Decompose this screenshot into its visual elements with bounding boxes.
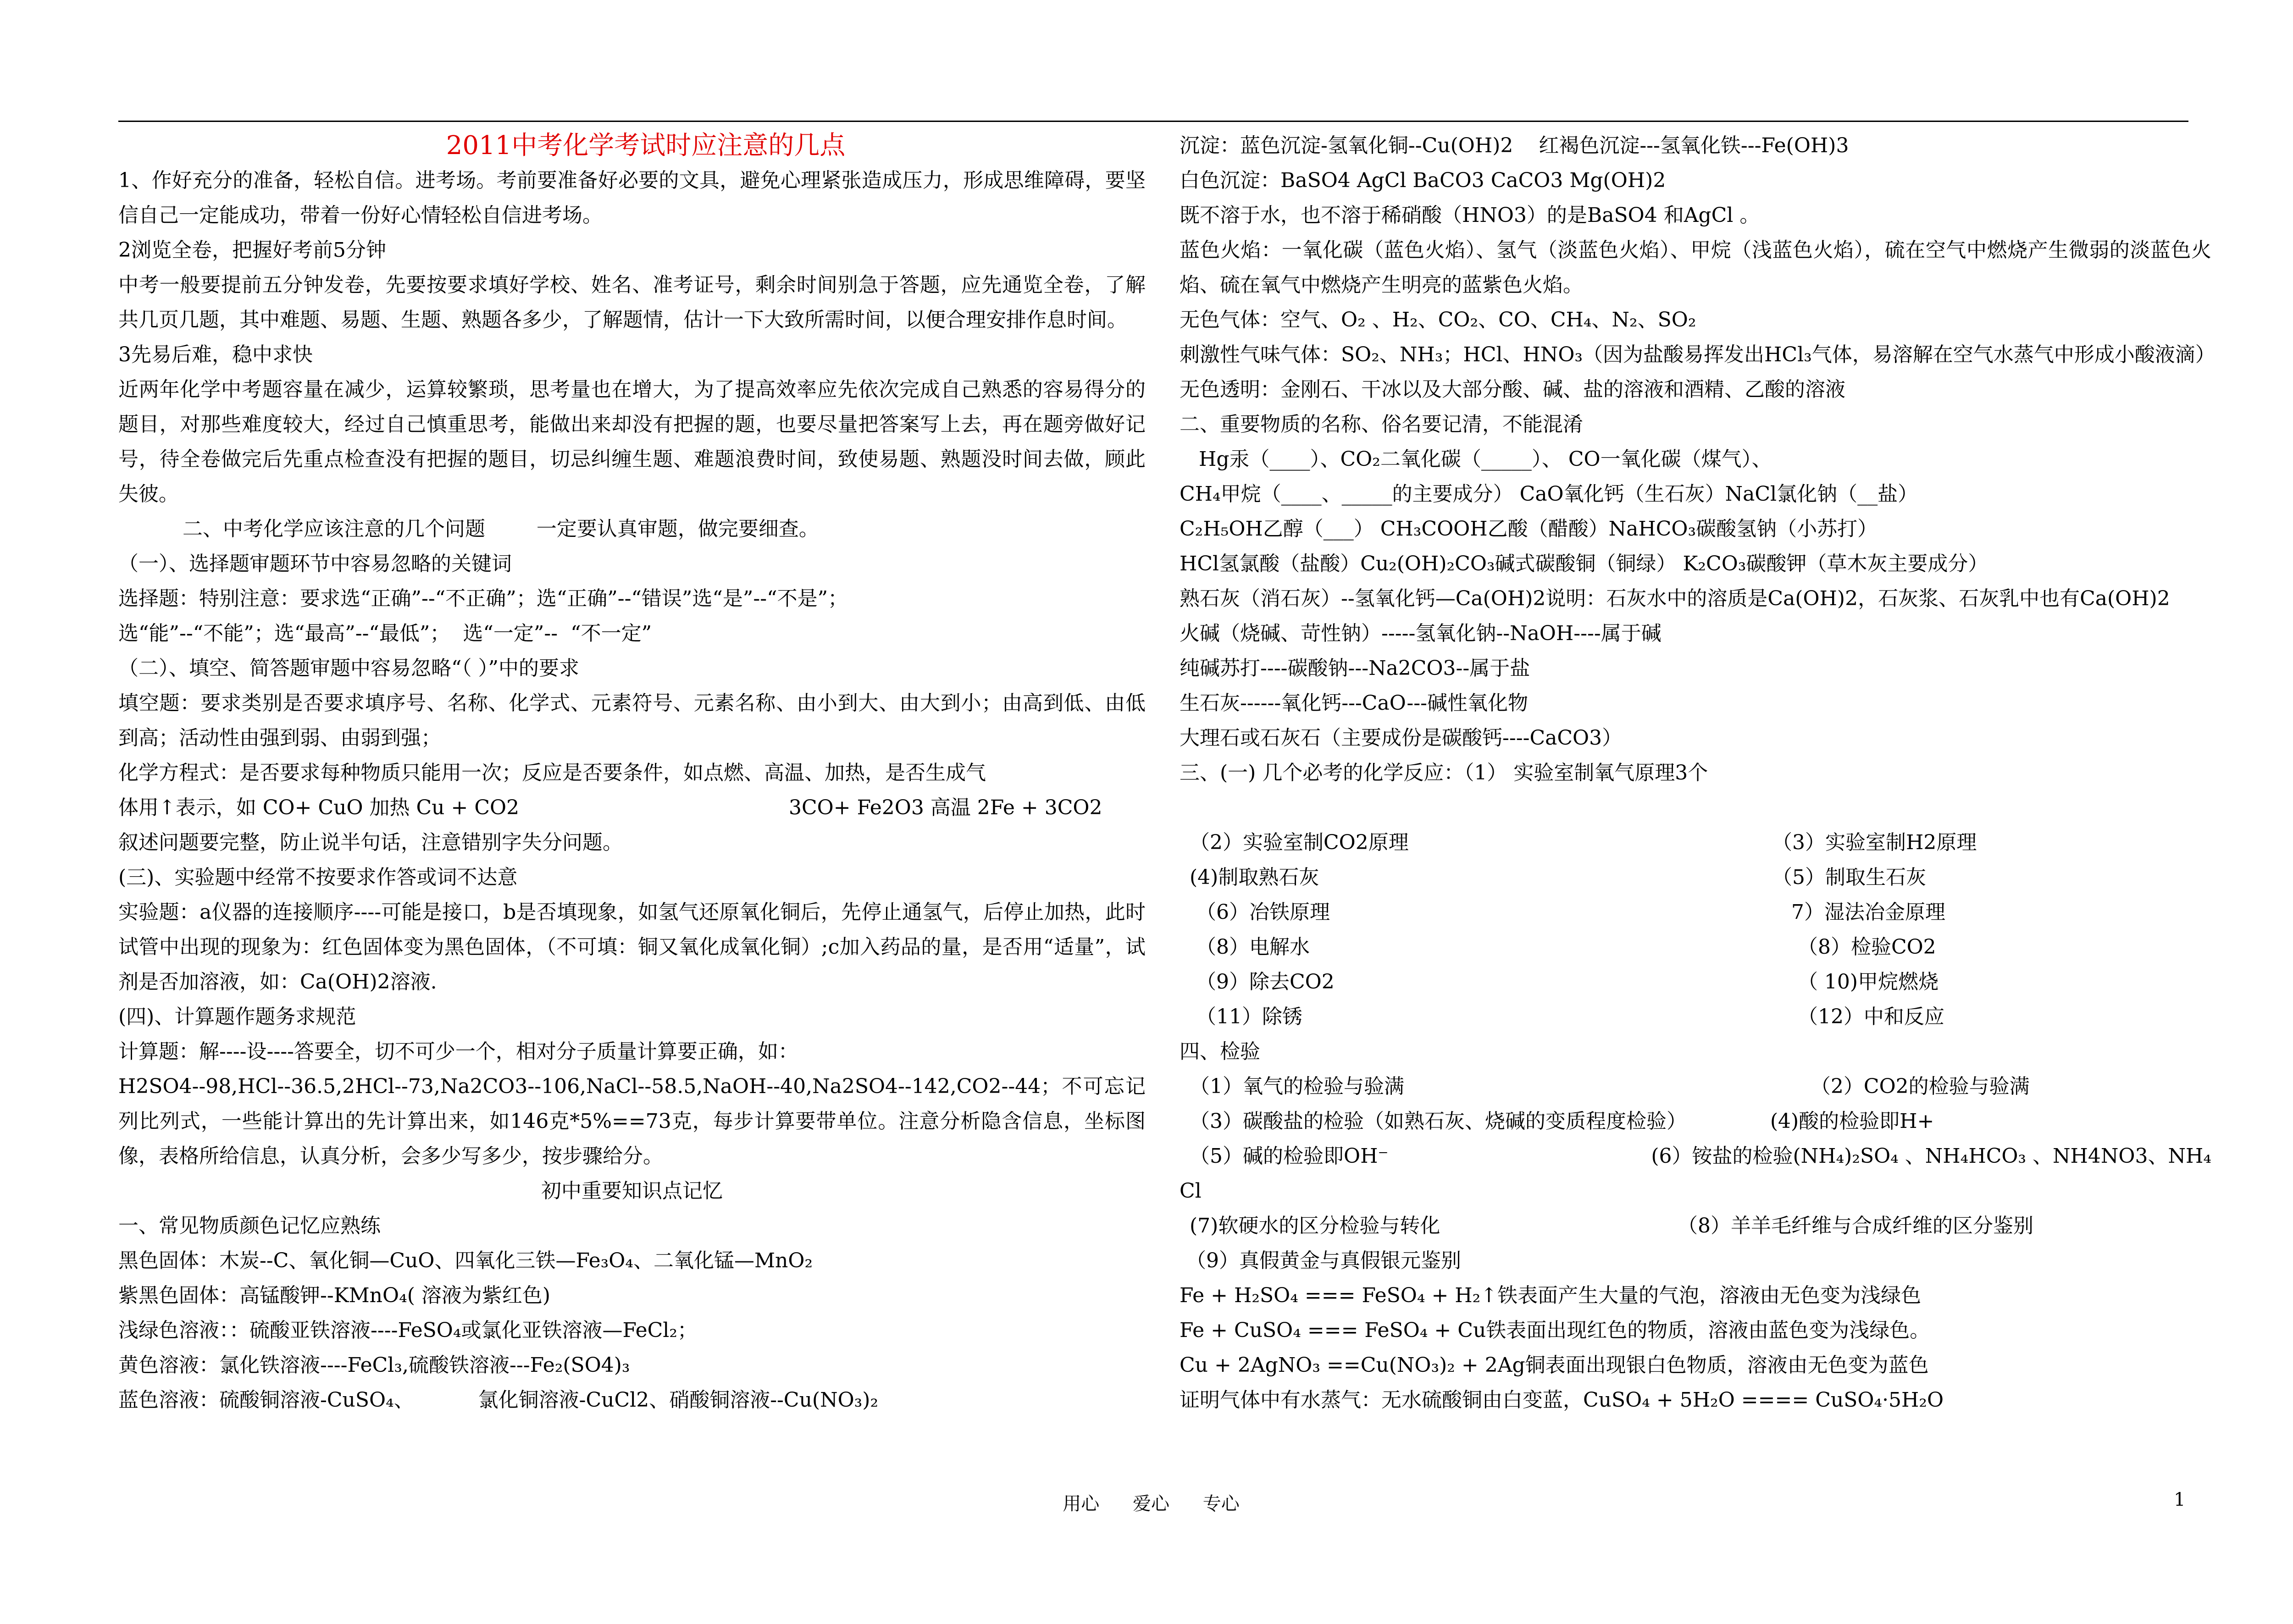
equation-example-1: 体用↑表示，如 CO+ CuO 加热 Cu + CO2 <box>118 796 520 819</box>
calc-values: H2SO4--98,HCl--36.5,2HCl--73,Na2CO3--106,NaCl--58.5,NaOH--40,Na2SO4--142,CO2--44；不可忘记列比列式，一些能计算出的先计算出来，如146克*5%==73克，每步计算要带单位。注意分析隐含信息，坐标图像，表格所给信息，认真分析，会多少写多少，按步骤给分。 <box>118 1075 1146 1168</box>
names-heading: 二、重要物质的名称、俗名要记清，不能混淆 <box>1180 413 1583 436</box>
calc-note: 计算题：解----设----答要全，切不可少一个，相对分子质量计算要正确，如： <box>118 1040 798 1063</box>
left-column <box>118 128 1146 1418</box>
subsection-3: (三)、实验题中经常不按要求作答或词不达意 <box>118 866 518 889</box>
document-title: 2011中考化学考试时应注意的几点 <box>446 131 846 160</box>
caustic-soda: 火碱（烧碱、苛性钠）-----氢氧化钠--NaOH----属于碱 <box>1180 622 1662 645</box>
equation-example-2: 3CO+ Fe2O3 高温 2Fe + 3CO2 <box>789 796 1102 819</box>
test-item: （8）羊羊毛纤维与合成纤维的区分鉴别 <box>1671 1214 2033 1237</box>
reaction-item: （ 10)甲烷燃烧 <box>1772 970 1939 994</box>
paragraph-2: 中考一般要提前五分钟发卷，先要按要求填好学校、姓名、准考证号，剩余时间别急于答题，应先通览全卷，了解共几页几题，其中难题、易题、生题、熟题各多少，了解题情，估计一下大致所需时间，以便合理安排作息时间。 <box>118 273 1146 331</box>
names-line-3: C₂H₅OH乙醇（___） CH₃COOH乙酸（醋酸）NaHCO₃碳酸氢钠（小苏打） <box>1180 517 1878 541</box>
section-2-heading: 二、中考化学应该注意的几个问题 一定要认真审题，做完要细查。 <box>183 517 819 541</box>
blue-solution: 蓝色溶液：硫酸铜溶液-CuSO₄、 氯化铜溶液-CuCl2、硝酸铜溶液--Cu(NO₃)₂ <box>118 1388 879 1412</box>
purple-solid: 紫黑色固体：高锰酸钾--KMnO₄( 溶液为紫红色) <box>118 1284 551 1307</box>
colorless-gas: 无色气体：空气、O₂ 、H₂、CO₂、CO、CH₄、N₂、SO₂ <box>1180 308 1696 331</box>
test-item: (6）铵盐的检验(NH₄)₂SO₄ 、NH₄HCO₃ 、NH4NO3、NH₄ <box>1651 1144 2211 1168</box>
reaction-row <box>1180 825 2211 860</box>
reactions-heading: 三、(一) 几个必考的化学反应：（1） 实验室制氧气原理3个 <box>1180 761 1708 784</box>
reaction-row <box>1180 930 2211 965</box>
gold-silver-test: （9）真假黄金与真假银元鉴别 <box>1180 1249 1461 1272</box>
equation-note-b <box>118 790 1146 825</box>
equation-1: Fe + H₂SO₄ === FeSO₄ + H₂↑铁表面产生大量的气泡，溶液由无色变为浅绿色 <box>1180 1284 1922 1307</box>
test-item: （2）CO2的检验与验满 <box>1772 1075 2030 1098</box>
reaction-item: （3）实验室制H2原理 <box>1772 831 1977 854</box>
test-row <box>1180 1104 2211 1139</box>
reaction-item: （12）中和反应 <box>1772 1005 1944 1028</box>
footer-motto: 用心 爱心 专心 <box>1063 1493 1240 1514</box>
soda-ash: 纯碱苏打----碳酸钠---Na2CO3--属于盐 <box>1180 657 1530 680</box>
names-line-1: Hg汞（____）、CO₂二氧化碳（_____）、 CO一氧化碳（煤气）、 <box>1180 447 1772 471</box>
irritating-gas: 刺激性气味气体：SO₂、NH₃；HCl、HNO₃（因为盐酸易挥发出HCl₃气体，易溶解在空气水蒸气中形成小酸液滴） <box>1180 343 2215 366</box>
test-row <box>1180 1139 2211 1174</box>
test-item: （5）碱的检验即OH⁻ <box>1190 1144 1389 1168</box>
reaction-item: （8）检验CO2 <box>1772 935 1936 959</box>
slaked-lime: 熟石灰（消石灰）--氢氧化钙—Ca(OH)2说明：石灰水中的溶质是Ca(OH)2，石灰浆、石灰乳中也有Ca(OH)2 <box>1180 587 2170 610</box>
heading-2: 2浏览全卷，把握好考前5分钟 <box>118 238 386 262</box>
white-precipitate: 白色沉淀：BaSO4 AgCl BaCO3 CaCO3 Mg(OH)2 <box>1180 169 1666 192</box>
reaction-item: （2）实验室制CO2原理 <box>1190 831 1409 854</box>
colorless-transparent: 无色透明：金刚石、干冰以及大部分酸、碱、盐的溶液和酒精、乙酸的溶液 <box>1180 378 1845 401</box>
reaction-item: 7）湿法冶金原理 <box>1772 900 1945 924</box>
knowledge-subtitle: 初中重要知识点记忆 <box>541 1179 723 1203</box>
tests-heading: 四、检验 <box>1180 1040 1260 1063</box>
marble: 大理石或石灰石（主要成份是碳酸钙----CaCO3） <box>1180 726 1623 750</box>
reaction-row <box>1180 895 2211 930</box>
paragraph-1: 1、作好充分的准备，轻松自信。进考场。考前要准备好必要的文具，避免心理紧张造成压力，形成思维障碍，要坚信自己一定能成功，带着一份好心情轻松自信进考场。 <box>118 169 1146 227</box>
test-item: （1）氧气的检验与验满 <box>1190 1075 1404 1098</box>
equation-3: Cu + 2AgNO₃ ==Cu(NO₃)₂ + 2Ag铜表面出现银白色物质，溶液由无色变为蓝色 <box>1180 1353 1929 1377</box>
reaction-item: （9）除去CO2 <box>1190 970 1335 994</box>
test-row <box>1180 1209 2211 1243</box>
header-rule <box>118 121 2188 122</box>
subsection-1: （一）、选择题审题环节中容易忽略的关键词 <box>118 552 512 575</box>
reaction-item: （8）电解水 <box>1190 935 1310 959</box>
insoluble-note: 既不溶于水，也不溶于稀硝酸（HNO3）的是BaSO4 和AgCl 。 <box>1180 204 1760 227</box>
reaction-row <box>1180 965 2211 1000</box>
test-row <box>1180 1069 2211 1104</box>
test-wrap: Cl <box>1180 1179 1202 1203</box>
right-column <box>1180 128 2215 1418</box>
heading-3: 3先易后难，稳中求快 <box>118 343 313 366</box>
test-item: (7)软硬水的区分检验与转化 <box>1190 1214 1440 1237</box>
paragraph-3: 近两年化学中考题容量在减少，运算较繁琐，思考量也在增大，为了提高效率应先依次完成自己熟悉的容易得分的题目，对那些难度较大，经过自己慎重思考，能做出来却没有把握的题，也要尽量把答案写上去，再在题旁做好记号，待全卷做完后先重点检查没有把握的题目，切忌纠缠生题、难题浪费时间，致使易题、熟题没时间去做，顾此失彼。 <box>118 378 1146 506</box>
equation-2: Fe + CuSO₄ === FeSO₄ + Cu铁表面出现红色的物质，溶液由蓝色变为浅绿色。 <box>1180 1319 1930 1342</box>
subsection-4: (四)、计算题作题务求规范 <box>118 1005 356 1028</box>
reaction-item: （6）冶铁原理 <box>1190 900 1330 924</box>
statement-note: 叙述问题要完整，防止说半句话，注意错别字失分问题。 <box>118 831 623 854</box>
yellow-solution: 黄色溶液：氯化铁溶液----FeCl₃,硫酸铁溶液---Fe₂(SO4)₃ <box>118 1353 630 1377</box>
color-heading: 一、常见物质颜色记忆应熟练 <box>118 1214 381 1237</box>
experiment-note: 实验题：a仪器的连接顺序----可能是接口，b是否填现象，如氢气还原氧化铜后，先停止通氢气，后停止加热，此时试管中出现的现象为：红色固体变为黑色固体，（不可填：铜又氧化成氧化铜）;c加入药品的量，是否用“适量”，试剂是否加溶液，如：Ca(OH)2溶液. <box>118 900 1146 994</box>
reaction-item: (4)制取熟石灰 <box>1190 866 1319 889</box>
reaction-item: （11）除锈 <box>1190 1005 1302 1028</box>
choice-note-2: 选“能”--“不能”；选“最高”--“最低”； 选“一定”-- “不一定” <box>118 622 652 645</box>
names-line-4: HCl氢氯酸（盐酸）Cu₂(OH)₂CO₃碱式碳酸铜（铜绿） K₂CO₃碳酸钾（草木灰主要成分） <box>1180 552 1988 575</box>
precipitate-line: 沉淀：蓝色沉淀-氢氧化铜--Cu(OH)2 红褐色沉淀---氢氧化铁---Fe(OH)3 <box>1180 134 1849 157</box>
reaction-row <box>1180 1000 2211 1034</box>
names-line-2: CH₄甲烷（____、_____的主要成分） CaO氧化钙（生石灰）NaCl氯化钠（__盐） <box>1180 482 1918 506</box>
subsection-2: （二）、填空、简答题审题中容易忽略“（ ）”中的要求 <box>118 657 579 680</box>
choice-note-1: 选择题：特别注意：要求选“正确”--“不正确”；选“正确”--“错误”选“是”--“不是”； <box>118 587 848 610</box>
fill-blank-note: 填空题：要求类别是否要求填序号、名称、化学式、元素符号、元素名称、由小到大、由大到小；由高到低、由低到高；活动性由强到弱、由弱到强； <box>118 691 1146 750</box>
quicklime: 生石灰------氧化钙---CaO---碱性氧化物 <box>1180 691 1528 715</box>
equation-note-a: 化学方程式：是否要求每种物质只能用一次；反应是否要条件，如点燃、高温、加热，是否生成气 <box>118 761 986 784</box>
blank-line <box>1180 790 2211 825</box>
light-green-solution: 浅绿色溶液：：硫酸亚铁溶液----FeSO₄或氯化亚铁溶液—FeCl₂； <box>118 1319 698 1342</box>
reaction-row <box>1180 860 2211 895</box>
reaction-item: （5）制取生石灰 <box>1772 866 1926 889</box>
test-item: （3）碳酸盐的检验（如熟石灰、烧碱的变质程度检验） <box>1190 1110 1687 1133</box>
page-number: 1 <box>2174 1489 2186 1510</box>
equation-4: 证明气体中有水蒸气：无水硫酸铜由白变蓝，CuSO₄ + 5H₂O ==== CuSO₄·5H₂O <box>1180 1388 1944 1412</box>
blue-flame: 蓝色火焰：一氧化碳（蓝色火焰）、氢气（淡蓝色火焰）、甲烷（浅蓝色火焰），硫在空气中燃烧产生微弱的淡蓝色火焰、硫在氧气中燃烧产生明亮的蓝紫色火焰。 <box>1180 238 2211 297</box>
black-solid: 黑色固体：木炭--C、氧化铜—CuO、四氧化三铁—Fe₃O₄、二氧化锰—MnO₂ <box>118 1249 813 1272</box>
test-item: (4)酸的检验即H+ <box>1687 1110 1934 1133</box>
